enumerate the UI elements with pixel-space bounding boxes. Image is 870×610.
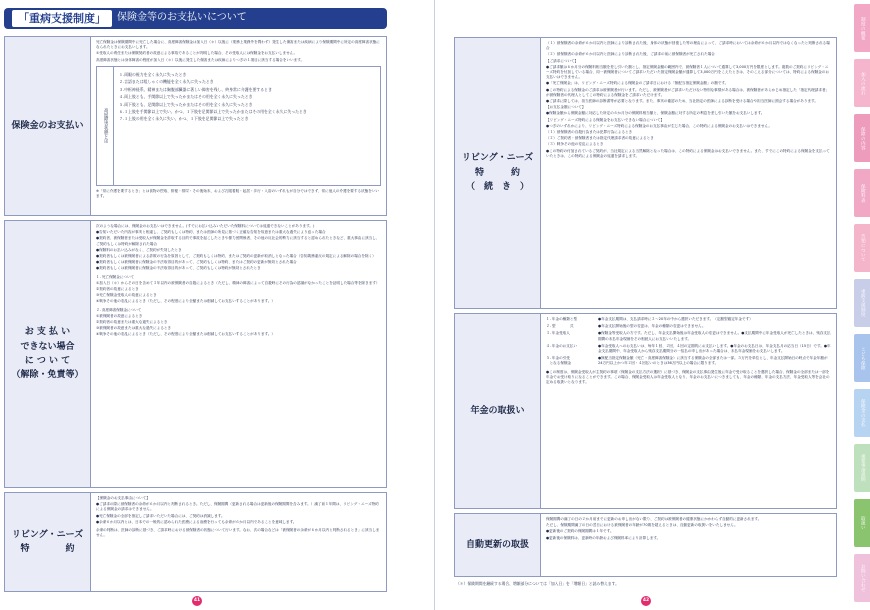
annuity-items	[546, 317, 831, 367]
living-needs-cont-line: ●この特約の付加されているご契約が、当社規定による当然解除となった場合は、この特約による保険金はお支払いできません。また、すでにこの特約による保険金を支払っていたときは、この特約による保険金の返還を請求します。	[546, 148, 830, 158]
nonpayment-line: ③被保険者の故意または重大な過失によるとき	[96, 326, 172, 331]
index-tab[interactable]: お問い合わせ	[854, 554, 870, 602]
nonpayment-line: ●契約者もしくは被保険者に保険金の不法取得目的があって、ご契約もしくは特約が無効とされたとき	[96, 266, 261, 271]
index-tab[interactable]: 重要事項説明	[854, 444, 870, 492]
condition-item: ５.両下肢とも、足関節以上で失ったかまたはその用を全く永久に失ったとき	[119, 101, 253, 107]
annuity-row-text: ●年金支払期間は、支払請求時に２〜20年の中から選択いただきます。（定額型確定年金です）	[598, 317, 753, 321]
section-living-needs-cont	[454, 37, 837, 309]
living-needs-cont-line: 【ご請求について】	[546, 58, 579, 63]
living-needs-cont-line: （２）被保険者の余命が６か月以内と医師により診断された後、ご請求の前に被保険者が死亡された場合	[546, 52, 715, 57]
section-living-needs	[4, 492, 387, 592]
nonpayment-line: ④戦争その他の変乱によるとき（ただし、その程度により全額または削減してお支払いすることがあります。）	[96, 332, 276, 337]
section-renewal-body	[541, 514, 836, 576]
page-number-left: 41	[192, 596, 202, 606]
nonpayment-line: 次のような場合には、保険金のお支払いはできません。(すでにお払い込みいただいた保険料については返還できないことがあります。)	[96, 224, 315, 228]
section-living-needs-heading: リビング・ニーズ 特 約	[5, 493, 91, 591]
section-payment	[4, 36, 387, 216]
annuity-row-text: ●保険金等受取人の方です。ただし、年金支払開始後は年金受取人の変更はできません。●支払期間中に年金受取人が死亡したときは、残存支払期間の未払年金現価をその相続人にお支払いいたします。	[598, 331, 831, 341]
section-payment-body	[91, 37, 386, 215]
page-title-bar	[4, 8, 387, 29]
conditions-label: 高度障害状態とは	[97, 67, 114, 185]
payment-intro-1: 死亡保険金は保険期間中に死亡した場合に、高度障害保険金は加入日（＊）以後に（業務上業務外を問わず）発生した傷害または疾病により保険期間中に所定の高度障害状態になられたときにお支払いします。	[96, 40, 380, 50]
index-tab[interactable]: 制度の概要	[854, 4, 870, 52]
title-emphasis: 「重病支援制度」	[12, 10, 112, 27]
annuity-row	[546, 331, 831, 341]
annuity-row-label: ３. 年金受取人	[546, 331, 570, 336]
index-tab[interactable]: こども保障	[854, 334, 870, 382]
renewal-line: 保険期間の満了の日の２か月前までに更新のお申し出がない限り、ご契約は被保険者の健康状態にかかわらず自動的に更新されます。	[546, 517, 762, 521]
nonpayment-line: ●契約者、被保険者または受取人が保険金を詐取する目的で事故を起こしたときや暴力団関係者、その他の反社会的勢力に該当すると認められたときなど、重大事由に該当し、ご契約もしくは特約が解除された場合	[96, 236, 380, 246]
annuity-row-text: ●年金受取人へのお支払いは、毎年１回、２回、４回の定期的にお支払いします。●年金のお支払日は、年金支払月の応当日（15日）です。●年金支払期間中、年金受取人から残存支払期間分の一括払の申し出があった場合は、未払年金現価をお支払いします。	[598, 343, 831, 354]
condition-item: ２.言語または咀しゃくの機能を全く永久に失ったとき	[119, 79, 214, 85]
annuity-row	[546, 317, 831, 322]
payment-intro-2: ①受取人の責任または保険契約者の故意による事故であることが判明した場合、その受取人には保険金をお支払いしません。	[96, 51, 298, 56]
conditions-list	[114, 67, 312, 185]
renewal-line: ただし、保険期間満了の日の翌日における被保険者の年齢が70歳を超えるときは、自動更新の取扱いをいたしません。	[546, 523, 738, 528]
renewal-line: ●更新後のご契約の保険期間は１年です。	[546, 529, 614, 534]
annuity-row	[546, 324, 831, 329]
section-annuity	[454, 313, 837, 509]
annuity-row-label: １. 年金の種類と型	[546, 317, 578, 321]
living-needs-line: ●死亡保険金の全部を指定しご請求いただいた場合には、ご契約は消滅します。	[96, 513, 225, 518]
living-needs-line: 【保険金のお支払事由について】	[96, 496, 150, 500]
index-tab[interactable]: 重病支援制度	[854, 279, 870, 327]
living-needs-line: ●ご請求の際に被保険者の余命が６か月以内と判断されるとき。ただし、保険期間（更新される場合は更新後の保険期間を含みます。）満了前１年間は、リビング・ニーズ特約による保険金の請求はできません。	[96, 502, 379, 512]
living-needs-cont-line: （３）戦争その他の変乱によるとき	[546, 142, 604, 147]
section-annuity-body	[541, 314, 836, 508]
annuity-row-label: ４. 年金のお支払い	[546, 343, 578, 348]
conditions-box	[96, 66, 381, 186]
nonpayment-line: ②契約者の故意または重大な過失によるとき	[96, 320, 168, 325]
right-page	[436, 0, 870, 610]
nonpayment-line: ①加入日（＊）からその日を含めて３年以内の被保険者の自殺によるとき（ただし、精神の障害によって自殺時にその行為の認識がなかったことを証明した場合等を除きます）	[96, 280, 380, 285]
living-needs-cont-line: ●つぎのいずれかにより、リビング・ニーズ特約による保険金のお支払事由が生じた場合、この特約による保険金のお支払いはできません。	[546, 123, 772, 128]
condition-item: ４.両上肢とも、手関節以上で失ったかまたはその用を全く永久に失ったとき	[119, 94, 253, 100]
index-tab[interactable]: 加入の流れ	[854, 59, 870, 107]
page-title: 保険金等のお支払いについて	[117, 12, 247, 24]
index-tab[interactable]: 保険料表	[854, 169, 870, 217]
payment-note: ※「常に介護を要するとき」とは食物の摂取、排便・排尿・その後始末、および衣服着脱・起居・歩行・入浴のいずれもが自分ではできず、常に他人の介護を要する状態をいいます。	[96, 188, 380, 199]
living-needs-cont-line: ●保険金額から保険金額に対応した所定の６か月分の保険料相当額と、保険金額に対する所定の利息を差し引いた額をお支払いします。	[546, 111, 765, 116]
section-nonpayment-body	[91, 221, 386, 487]
nonpayment-line: ②契約者の故意によるとき	[96, 287, 139, 292]
living-needs-cont-line: （１）被保険者の余命が６か月以内と医師により診断された後、身体の状態が回復した等の理由によって、ご請求時においては余命が６か月以内ではなくなったと判断される場合	[546, 41, 830, 51]
section-index-tabs	[854, 0, 870, 610]
nonpayment-line: ●契約者もしくは被保険者による詐欺の行為を原因として、ご契約もしくは特約、またはご契約の更新が取消しとなった場合（告知義務違反の規定による解除の場合を除く）	[96, 254, 376, 259]
nonpayment-line: ●保険料のお払い込みがなく、ご契約が失効したとき	[96, 247, 182, 252]
living-needs-cont-line: 【お支払金額について】	[546, 105, 586, 110]
living-needs-cont-line: （２）ご契約者・被保険者または指定代理請求者の故意によるとき	[546, 136, 654, 141]
living-needs-line: ●余命６か月以内とは、日本での一般的に認められた医療による治療を行っても余命が６か月以内であることを意味します。	[96, 519, 297, 524]
living-needs-cont-line: （１）被保険者の自殺行為または犯罪行為によるとき	[546, 130, 633, 135]
annuity-row-label: ５. 年金の引受 となる保険金	[546, 356, 572, 366]
section-nonpayment	[4, 220, 387, 488]
living-needs-cont-line: ●「死亡保険金」は、リビング・ニーズ特約による保険金のご請求日における「無配当指定保険金額」の額です。	[546, 81, 729, 86]
page-number-right: 42	[641, 596, 651, 606]
living-needs-cont-line: ●この特約による保険金のご請求は被保険者が行います。ただし、被保険者がご請求いただけない特別な事情がある場合は、被保険者があらかじめ指定した「指定代理請求者」が被保険者の代理人としてこの特約による保険金をご請求いただけます。	[546, 87, 830, 97]
living-needs-cont-line: 【リビング・ニーズ特約による保険金をお支払いできない場合について】	[546, 117, 665, 122]
nonpayment-line: １. 死亡保険金について	[96, 274, 135, 279]
index-tab[interactable]: 保障の内容	[854, 114, 870, 162]
section-renewal-heading: 自動更新の取扱	[455, 514, 541, 576]
condition-item: ６.１上肢を手関節以上で失い、かつ、１下肢を足関節以上で失ったかまたはその用を全く永久に失ったとき	[119, 108, 307, 114]
section-living-needs-cont-body	[541, 38, 836, 308]
nonpayment-line: ③死亡保険金受取人の故意によるとき	[96, 293, 157, 298]
annuity-note: ●この制度は、保険金受取人が主契約の事項（保険金の支払方法の選択）に基づき、保険金の支払事由発生後に年金で受け取ることを選択した場合、保険金の全部または一部を年金でお受け取りになることができます。この場合、保険金受取人は年金受取人となり、年金のお支払いにつきましても、年金の種類、年金の支払方法、年金受取人等を会社の定める取扱いとなります。	[546, 369, 830, 385]
index-tab[interactable]: 取扱い	[854, 499, 870, 547]
index-tab[interactable]: 告知について	[854, 224, 870, 272]
living-needs-cont-line: ●ご請求額は６か月分の保険料相当額を差し引いた額とし、指定保険金額の範囲内で、被保険者１人について通算して3,000万円を限度とします。複数のご契約にリビング・ニーズ特約を付加している場合、同一被保険者についてご請求いただいた指定保険金額が通算して3,000万円をこえたときは、そのこえる部分については、特約による保険金のお支払いはできません。	[546, 64, 830, 80]
living-needs-line: 余命の判断は、医師の診断に基づき、ご請求時における被保険者の状態について行います。なお、次の場合などは「被保険者の余命が６か月以内と判断されるとき」に該当しません。	[96, 528, 380, 538]
nonpayment-line: ２. 高度障害保険金について	[96, 307, 142, 312]
condition-item: １.両眼の視力を全く永久に失ったとき	[119, 71, 187, 77]
annuity-row	[546, 356, 831, 366]
nonpayment-line: ①被保険者の故意によるとき	[96, 313, 143, 318]
index-tab[interactable]: 保険金の支払	[854, 389, 870, 437]
payment-intro-3: 高度障害状態とは身体障害の程度が加入日（＊）以後に発生した傷害または疾病によりつぎの１項目に該当する場合をいいます。	[96, 57, 305, 62]
nonpayment-line: ●告知いただいた内容が事実と相違し、ご契約もしくは特約、または医師の所見に基づく正確な告知を故意または重大な過失により怠った場合	[96, 230, 326, 235]
section-annuity-heading: 年金の取扱い	[455, 314, 541, 508]
condition-item: ７.１上肢の用を全く永久に失い、かつ、１下肢を足関節以上で失ったとき	[119, 116, 249, 122]
annuity-row-label: ２. 型 式	[546, 324, 574, 329]
annuity-row-text: ●無配当指定保険金額（死亡・高度障害保険金）に該当する保険金の全部または一部。５万円を単位とし、年金支払開始日の時点で年金年額が24万円以上かつ年２回・４回払いのときは36万円以上の場合に限ります。	[598, 356, 828, 366]
nonpayment-line: ●契約者もしくは被保険者に保険金の不法取得目的があって、ご契約もしくは特約、またはご契約の更新が無効とされた場合	[96, 260, 297, 265]
section-living-needs-body	[91, 493, 386, 591]
living-needs-cont-line: ●ご請求に際しては、担当医師の診断書等が必要となります。また、事実の確認のため、当社指定の医師による診断を受ける場合や担当医師に照会する場合があります。	[546, 99, 818, 104]
condition-item: ３.中枢神経系、精神または胸腹部臓器に著しい障害を残し、終身常に介護を要するとき	[119, 86, 272, 92]
section-renewal	[454, 513, 837, 577]
renewal-line: ●更新後の保険料は、更新時の年齢および保険料率により計算します。	[546, 535, 661, 540]
section-living-needs-cont-heading: リビング・ニーズ 特 約 （ 続 き ）	[455, 38, 541, 308]
nonpayment-line: ④戦争その他の変乱によるとき（ただし、その程度により全額または削減してお支払いすることがあります。）	[96, 299, 276, 304]
annuity-row	[546, 344, 831, 354]
annuity-row-text: ●年金支払開始後の型の変更は、年金の種類の変更はできません。	[598, 324, 706, 329]
section-payment-heading: 保険金のお支払い	[5, 37, 91, 215]
section-nonpayment-heading: お 支 払 い できない場合 に つ い て （解除・免責等）	[5, 221, 91, 487]
footnote: （＊）保険期間を継続する場合、増額部分については「加入日」を「増額日」と読み替えます。	[456, 581, 619, 586]
